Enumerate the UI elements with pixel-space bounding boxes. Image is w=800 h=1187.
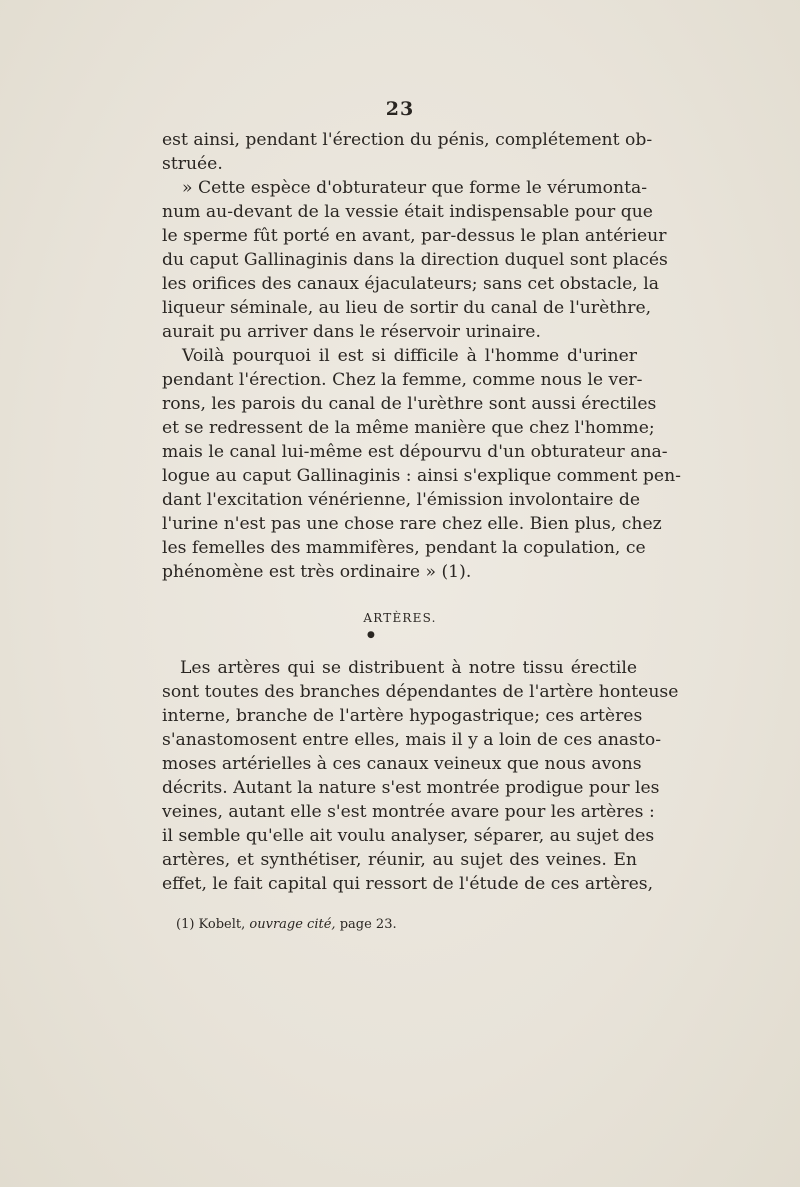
text-line: struée.: [162, 154, 223, 174]
text-line: Les artères qui se distribuent à notre tissu érectile: [180, 658, 637, 678]
text-line: » Cette espèce d'obturateur que forme le vérumonta-: [182, 178, 648, 198]
text-line: est ainsi, pendant l'érection du pénis, complétement ob-: [162, 130, 653, 150]
text-line: sont toutes des branches dépendantes de l'artère honteuse: [162, 682, 679, 702]
footnote-marker: (1) Kobelt,: [176, 917, 246, 932]
heading-ornament: ●: [367, 630, 375, 640]
text-line: mais le canal lui-même est dépourvu d'un obturateur ana-: [162, 442, 668, 462]
text-line: Voilà pourquoi il est si difficile à l'homme d'uriner: [182, 346, 637, 366]
text-line: dant l'excitation vénérienne, l'émission involontaire de: [162, 490, 641, 510]
text-line: liqueur séminale, au lieu de sortir du canal de l'urèthre,: [162, 298, 652, 318]
text-line: logue au caput Gallinaginis : ainsi s'explique comment pen-: [162, 466, 681, 486]
text-line: artères, et synthétiser, réunir, au sujet des veines. En: [162, 850, 637, 870]
text-line: effet, le fait capital qui ressort de l'étude de ces artères,: [162, 874, 654, 894]
text-line: le sperme fût porté en avant, par-dessus le plan antérieur: [162, 226, 667, 246]
section-heading: ARTÈRES.: [363, 611, 437, 625]
text-line: et se redressent de la même manière que chez l'homme;: [162, 418, 655, 438]
text-line: rons, les parois du canal de l'urèthre sont aussi érectiles: [162, 394, 657, 414]
text-line: du caput Gallinaginis dans la direction duquel sont placés: [162, 250, 668, 270]
text-line: l'urine n'est pas une chose rare chez elle. Bien plus, chez: [162, 514, 662, 534]
footnote: [176, 917, 397, 932]
page-number: 23: [385, 98, 415, 120]
footnote-page-ref: page 23.: [339, 917, 397, 932]
text-line: s'anastomosent entre elles, mais il y a loin de ces anasto-: [162, 730, 662, 750]
text-line: phénomène est très ordinaire » (1).: [162, 562, 472, 582]
text-line: aurait pu arriver dans le réservoir urinaire.: [162, 322, 541, 342]
text-line: veines, autant elle s'est montrée avare pour les artères :: [162, 802, 655, 822]
text-line: les femelles des mammifères, pendant la copulation, ce: [162, 538, 646, 558]
text-line: il semble qu'elle ait voulu analyser, séparer, au sujet des: [162, 826, 655, 846]
text-line: pendant l'érection. Chez la femme, comme nous le ver-: [162, 370, 643, 390]
text-line: num au-devant de la vessie était indispensable pour que: [162, 202, 653, 222]
footnote-work: ouvrage cité,: [249, 917, 336, 932]
text-line: décrits. Autant la nature s'est montrée prodigue pour les: [162, 778, 660, 798]
text-line: les orifices des canaux éjaculateurs; sans cet obstacle, la: [162, 274, 659, 294]
text-line: interne, branche de l'artère hypogastrique; ces artères: [162, 706, 643, 726]
text-line: moses artérielles à ces canaux veineux que nous avons: [162, 754, 642, 774]
